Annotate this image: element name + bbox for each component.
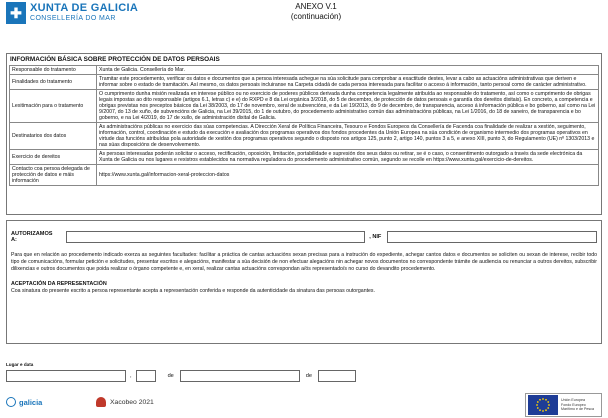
table-row xyxy=(10,150,599,165)
authorization-text: Para que en relación ao procedemento indicado exerza as seguintes facultades: facilitar a práctica de cantas actuacións sexan precisas para a instrución do expediente, achegar cantos datos e documentos se soliciten ou sexan de interese, recibir todo tipo de comunicacións, formular petición e solicitudes, presentar escritos e alegacións, manifestar a súa decisión de non efectuar alegacións nin achegar novos documentos no correspondente trámite de audiencia ou renunciar a outros dereitos, subscribir dilixencias e outros documentos que poida realizar o órgano competente e, en xeral, realizar cantas actuacións correspondan a/ós representado/s no curso do devandito procedemento. xyxy=(11,252,597,272)
row-label: Exercicio de dereitos xyxy=(10,150,97,165)
eu-line-2: Fondo Europeo xyxy=(561,402,586,407)
eu-line-3: Marítimo e de Pesca xyxy=(561,407,594,412)
galicia-text: galicia xyxy=(19,397,43,407)
nif-label: , NIF xyxy=(369,234,382,240)
row-text: https://www.xunta.gal/informacion-xeral-proteccion-datos xyxy=(97,165,599,186)
row-label: Contacto coa persoa delegada de protección de datos e máis información xyxy=(10,165,97,186)
table-row xyxy=(10,165,599,186)
authorization-row xyxy=(11,230,597,244)
page-footer xyxy=(6,393,602,416)
row-label: Responsable do tratamento xyxy=(10,66,97,75)
xacobeo-logo xyxy=(96,397,154,407)
annex-title: ANEXO V.1 xyxy=(295,2,337,11)
row-text: O cumprimento dunha misión realizada en interese público ou no exercicio de poderes públicos derivada dunha competencia legalmente atribuída ao responsable do tratamento, así como o cumprimento de obrigas legais impostas ao dito responsable (artigos 6.1, letras c) e e) do RXPD e 8 da Lei orgánica 3/2018, do 5 de decembro, de protección de datos persoais e garantía dos dereitos dixitais). En concreto, a competencia e obrigas previstas nos preceptos básicos da Lei 38/2003, do 17 de novembro, xeral de subvencións, e da Lei 19/2013, do 9 de decembro, de transparencia, acceso á información pública e bo goberno, así como na Lei 9/2007, do 13 de xuño, de subvencións de Galicia, na Lei 39/2015, do 1 de outubro, do procedemento administrativo común das administracións públicas, na Lei 1/2016, do 18 de xaneiro, de transparencia e bo goberno, e na Lei 4/2019, do 17 de xullo, de administración dixital de Galicia. xyxy=(97,90,599,123)
authorize-label: AUTORIZAMOS A: xyxy=(11,231,53,243)
page-header xyxy=(6,2,602,28)
row-text: Tramitar este procedemento, verificar os datos e documentos que a persoa interesada achegue na súa solicitude para comprobar a exactitude destes, levar a cabo as actuacións administrativas que deriven e informar sobre o estado de tramitación. Así mesmo, os datos persoais incluiranse na Carpeta cidadá de cada persoa interesada para facilitar o acceso á información, tanto persoal como de carácter administrativo. xyxy=(97,75,599,90)
month-input[interactable] xyxy=(180,370,300,382)
acceptance-title: ACEPTACIÓN DA REPRESENTACIÓN xyxy=(11,281,107,287)
row-text: As persoas interesadas poderán solicitar o acceso, rectificación, oposición, limitación, portabilidade e supresión dos seus datos ou retirar, se é o caso, o consentimento outorgado a través da sede electrónica da Xunta de Galicia ou nos lugares e rexistros establecidos na normativa reguladora do procedemento administrativo común, segundo se recolle en https://www.xunta.gal/exercicio-de-dereitos. xyxy=(97,150,599,165)
acceptance-text: Coa sinatura do presente escrito a persoa representante acepta a representación conferida e responde da autenticidade da sinatura das persoas outorgantes. xyxy=(11,288,375,294)
place-input[interactable] xyxy=(6,370,126,382)
nif-input[interactable] xyxy=(387,231,597,243)
logo-subtitle: CONSELLERÍA DO MAR xyxy=(30,15,116,22)
galicia-mark-icon xyxy=(6,397,16,407)
section-title: INFORMACIÓN BÁSICA SOBRE PROTECCIÓN DE DATOS PERSOAIS xyxy=(10,56,220,63)
authorization-section xyxy=(6,220,602,344)
place-date-label: Lugar e data xyxy=(6,362,34,367)
eu-fund-logo xyxy=(525,393,602,417)
xacobeo-text: Xacobeo 2021 xyxy=(110,398,154,406)
row-label: Lexitimación para o tratamento xyxy=(10,90,97,123)
place-and-date xyxy=(6,362,602,384)
data-protection-section xyxy=(6,53,602,215)
row-text: Xunta de Galicia. Consellería do Mar. xyxy=(97,66,599,75)
table-row xyxy=(10,66,599,75)
row-text: As administracións públicas no exercicio das súas competencias. A Dirección Xeral de Política Financeira, Tesouro e Fondos Europeos da Consellería de Facenda coa finalidade de realizar a xestión, seguimento, información, control, coordinación e estudo da execución e avaliación dos programas operativos dos fondos procedentes da Unión Europea na súa condición de organismo intermedio dos programas operativos en virtude das funcións atribuídas pola autoridade de xestión dos programas operativos segundo o disposto nos artigos 125, punto 2, artigo 140, puntos 3 a 5, e anexo XIII, punto 3, do Regulamento (UE) nº 1303/2013 e nas súas disposicións de desenvolvemento. xyxy=(97,123,599,150)
logo-title: XUNTA DE GALICIA xyxy=(30,2,139,14)
year-input[interactable] xyxy=(318,370,356,382)
annex-heading xyxy=(246,2,386,22)
day-input[interactable] xyxy=(136,370,156,382)
row-label: Destinatarios dos datos xyxy=(10,123,97,150)
date-de-2: de xyxy=(305,373,313,379)
xunta-emblem-icon: ✚ xyxy=(6,2,26,24)
annex-subtitle: (continuación) xyxy=(290,12,342,21)
galicia-logo xyxy=(6,397,42,407)
scallop-shell-icon xyxy=(96,397,106,407)
table-row xyxy=(10,90,599,123)
xunta-logo xyxy=(6,2,138,24)
representative-name-input[interactable] xyxy=(66,231,366,243)
data-protection-table xyxy=(9,65,599,186)
eu-flag-icon xyxy=(528,395,558,415)
date-row xyxy=(6,370,602,382)
row-label: Finalidades do tratamento xyxy=(10,75,97,90)
date-de-1: de xyxy=(167,373,174,379)
eu-line-1: Unión Europea xyxy=(561,398,585,403)
table-row xyxy=(10,75,599,90)
table-row xyxy=(10,123,599,150)
date-comma: , xyxy=(130,373,132,379)
